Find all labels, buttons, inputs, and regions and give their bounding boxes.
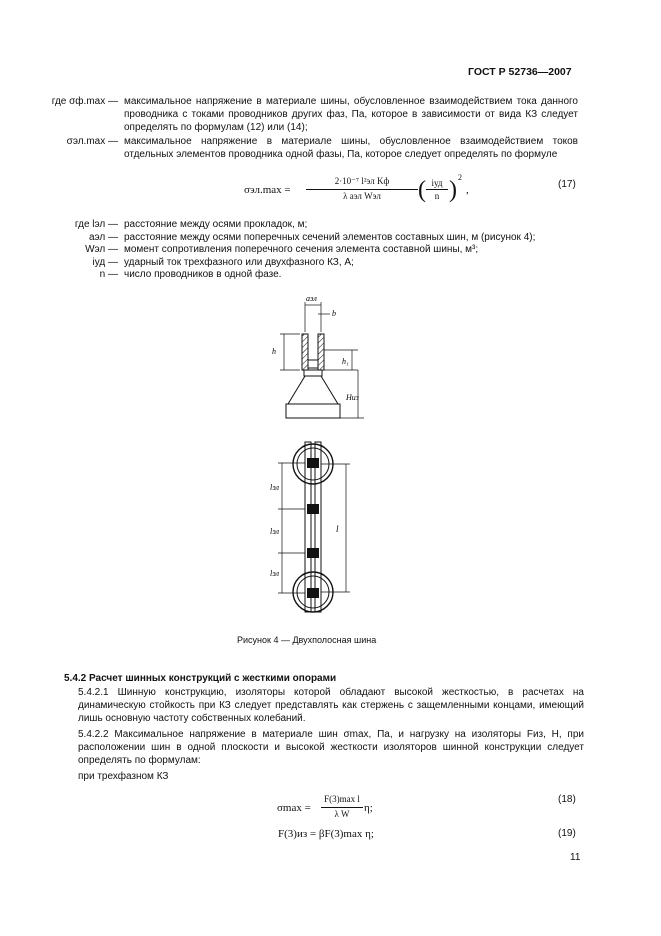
- formula-lhs: σэл.max =: [244, 184, 291, 196]
- label-h: h: [272, 347, 276, 356]
- formula-19: F(3)из = βF(3)max η;: [278, 828, 374, 840]
- definition-term: n —: [99, 269, 118, 280]
- formula-tail: η;: [364, 802, 373, 814]
- label-lel-3: lэл: [270, 569, 280, 578]
- label-lel-1: lэл: [270, 483, 280, 492]
- definition-text: ударный ток трехфазного или двухфазного КЗ, А;: [124, 257, 354, 268]
- definition-term: где σф.max —: [51, 96, 118, 107]
- elevation-view: [272, 294, 364, 418]
- equation-number: (18): [558, 794, 576, 805]
- formula-numerator: 2·10⁻⁷ l²эл Kф: [334, 176, 390, 186]
- definition-text: момент сопротивления поперечного сечения элемента составной шины, м³;: [124, 244, 479, 255]
- insulator-cap: [304, 370, 322, 376]
- paragraph-text: 5.4.2.1 Шинную конструкцию, изоляторы которой обладают высокой жесткостью, в расчетах на динамическую стойкость при КЗ следует представлять как стержень с защемленными концами, имеющий лишь основную частоту собственных колебаний.: [78, 687, 584, 724]
- formula-numerator: F(3)max l: [324, 794, 360, 804]
- fraction-bar: [306, 189, 418, 190]
- definition-term: iуд —: [92, 257, 118, 268]
- formula-denominator: λ aэл Wэл: [343, 191, 381, 201]
- formula-denominator: λ W: [334, 809, 350, 819]
- equation-number: (17): [558, 179, 576, 190]
- paren-fraction-bar: [426, 189, 448, 190]
- paren-denominator: n: [434, 191, 440, 201]
- label-a: aэл: [306, 294, 317, 303]
- definition-term: σэл.max —: [66, 136, 118, 147]
- plan-view: [270, 442, 350, 612]
- label-lel-2: lэл: [270, 527, 280, 536]
- label-l: l: [336, 524, 339, 534]
- fraction-bar: [321, 807, 363, 808]
- insulator-body: [288, 376, 338, 404]
- spacer-block: [307, 588, 319, 598]
- definition-text: расстояние между осями поперечных сечений элементов составных шин, м (рисунок 4);: [124, 232, 536, 243]
- document-header: ГОСТ Р 52736—2007: [468, 66, 572, 78]
- paren-numerator: iуд: [431, 178, 443, 188]
- figure-double-strip-bus: [250, 292, 390, 622]
- exponent: 2: [458, 173, 462, 182]
- paragraph: [78, 686, 584, 725]
- paragraph: [78, 728, 584, 767]
- section-heading: 5.4.2 Расчет шинных конструкций с жесткими опорами: [64, 673, 337, 684]
- spacer-block: [307, 548, 319, 558]
- spacer-block: [307, 458, 319, 468]
- definition-text: число проводников в одной фазе.: [124, 269, 282, 280]
- paragraph-text: 5.4.2.2 Максимальное напряжение в материале шин σmax, Па, и нагрузку на изоляторы Fиз, Н, при расположении шин в одной плоскости и высокой жесткости изоляторов шинной конструкции следует определять по формулам:: [78, 729, 584, 766]
- figure-caption: Рисунок 4 — Двухполосная шина: [237, 635, 377, 645]
- strip-left: [302, 334, 308, 370]
- strip-right: [318, 334, 324, 370]
- definition-text: максимальное напряжение в материале шины, обусловленное взаимодействием токов отдельных элементов проводника одной фазы, Па, которое следует определять по формуле: [124, 136, 578, 160]
- definition-text: расстояние между осями прокладок, м;: [124, 219, 308, 230]
- paragraph: при трехфазном КЗ: [78, 771, 169, 782]
- left-paren: (: [418, 177, 426, 203]
- right-paren: ): [449, 177, 457, 203]
- formula-lhs: σmax =: [277, 802, 311, 814]
- page-number: 11: [570, 852, 581, 863]
- formula-comma: ,: [466, 184, 469, 196]
- definition-term: aэл —: [88, 232, 118, 243]
- label-b: b: [332, 309, 336, 318]
- equation-number: (19): [558, 828, 576, 839]
- definition-term: где lэл —: [74, 219, 118, 230]
- definition-term: Wэл —: [85, 244, 118, 255]
- spacer: [308, 360, 318, 368]
- spacer-block: [307, 504, 319, 514]
- label-h1: h₁: [342, 357, 349, 366]
- insulator-base: [286, 404, 340, 418]
- label-H: Hиз: [346, 393, 359, 402]
- definition-text: максимальное напряжение в материале шины, обусловленное взаимодействием тока данного проводника с токами проводников других фаз, Па, которое в зависимости от вида КЗ следует определять по формулам (12) или (14);: [124, 96, 578, 133]
